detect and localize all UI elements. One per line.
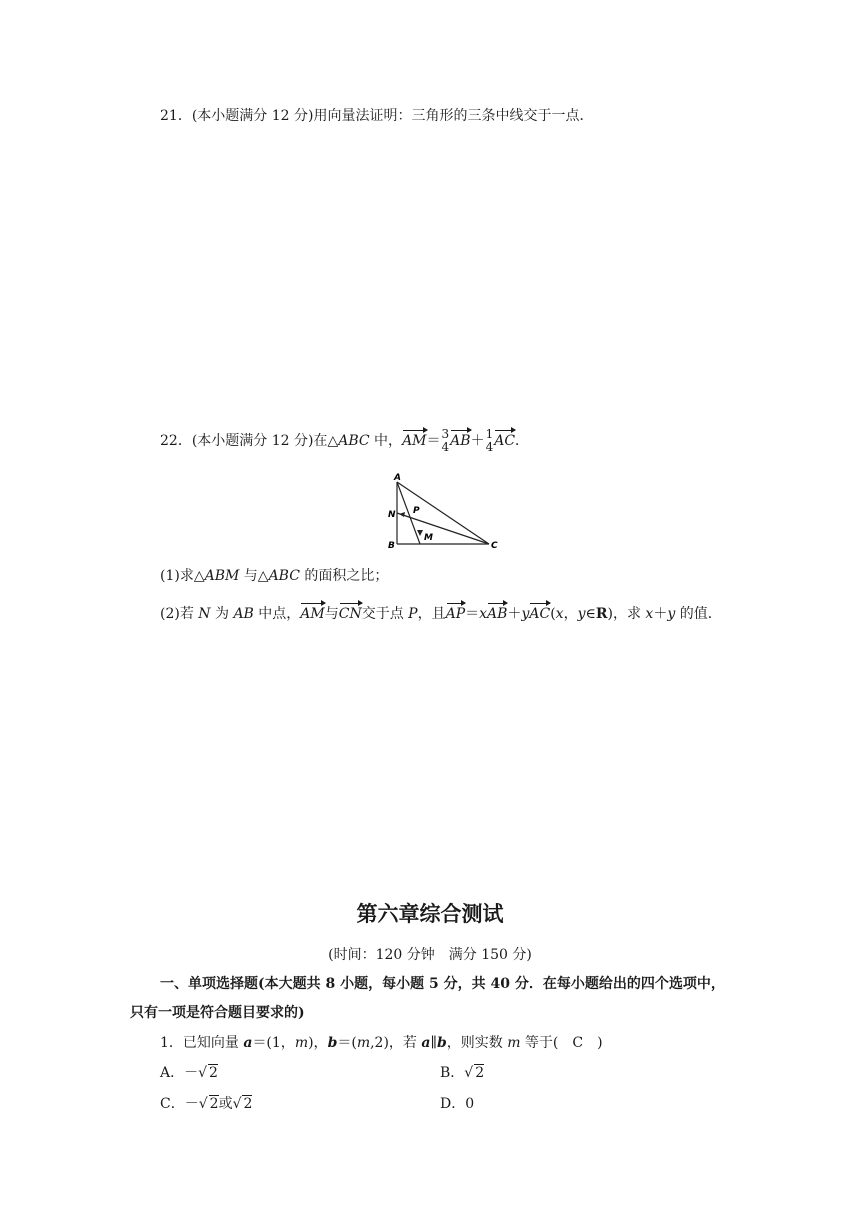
- option-d-label: D．0: [440, 1096, 475, 1112]
- p2-c: 中点，: [253, 606, 301, 622]
- chapter-title: [0, 898, 860, 928]
- option-c-value-2: 2: [243, 1096, 253, 1112]
- p2-j: )，求: [607, 606, 646, 622]
- p2-k: ＋: [653, 606, 668, 622]
- parallel-symbol: ∥: [430, 1035, 437, 1051]
- p2-eq: ＝: [465, 606, 480, 622]
- q22-triangle: ABC: [338, 433, 370, 449]
- frac-num: 3: [441, 427, 450, 441]
- sqrt-icon: √: [464, 1065, 474, 1081]
- question-21: [160, 105, 593, 125]
- q1-m3: m: [507, 1035, 521, 1051]
- p1-a: (1)求△: [160, 568, 205, 584]
- sqrt-icon: √: [198, 1096, 208, 1112]
- frac-den: 4: [485, 440, 494, 454]
- p2-real-set: R: [595, 606, 608, 622]
- p2-i: ∈: [585, 606, 596, 622]
- q1-e: ,2)，若: [370, 1035, 422, 1051]
- q1-g: 等于( C ): [520, 1035, 603, 1051]
- vector-ac: AC: [494, 433, 516, 449]
- q1-m2: m: [356, 1035, 371, 1051]
- question-1: [160, 1032, 603, 1052]
- q22-part-1: [160, 565, 388, 585]
- label-m: M: [424, 533, 433, 543]
- p2-x: x: [479, 606, 488, 622]
- option-b-label: B．: [440, 1065, 465, 1081]
- q1-c: )，: [308, 1035, 328, 1051]
- vector-am: AM: [300, 606, 325, 622]
- p2-l: 的值．: [675, 606, 722, 622]
- option-c: [160, 1093, 252, 1113]
- p2-y: y: [521, 606, 530, 622]
- vector-ab: AB: [487, 606, 508, 622]
- section-1-line-1-text: 一、单项选择题(本大题共 8 小题，每小题 5 分，共 40 分．在每小题给出的四个选项中，: [160, 976, 725, 992]
- p2-d: 与: [324, 606, 339, 622]
- p2-e: 交于点: [361, 606, 409, 622]
- p2-plus: ＋: [507, 606, 522, 622]
- p2-b: 为: [210, 606, 234, 622]
- section-1-heading-line-2: [130, 1002, 305, 1022]
- p2-ab: AB: [233, 606, 254, 622]
- vector-am: AM: [402, 433, 427, 449]
- q22-prefix: 22．(本小题满分 12 分)在△: [160, 433, 339, 449]
- option-a-value: 2: [209, 1065, 218, 1081]
- sqrt-icon: √: [232, 1096, 242, 1112]
- q1-f: ，则实数: [446, 1035, 508, 1051]
- q1-vector-a2: a: [421, 1035, 431, 1051]
- p2-n: N: [198, 606, 211, 622]
- option-b-value: 2: [475, 1065, 485, 1081]
- p2-a: (2)若: [160, 606, 199, 622]
- vector-ap: AP: [445, 606, 466, 622]
- vector-ab: AB: [450, 433, 471, 449]
- label-n: N: [388, 510, 396, 520]
- q22-eq: ＝: [426, 433, 441, 449]
- q1-b: ＝(1，: [252, 1035, 295, 1051]
- frac-num: 1: [485, 427, 494, 441]
- chapter-title-text: 第六章综合测试: [356, 902, 504, 926]
- question-22: [160, 428, 529, 454]
- option-c-label: C．－: [160, 1096, 199, 1112]
- p2-y3: y: [667, 606, 676, 622]
- option-a: [160, 1062, 218, 1082]
- label-p: P: [413, 506, 420, 516]
- p1-e: 的面积之比；: [299, 568, 389, 584]
- frac-den: 4: [441, 440, 450, 454]
- label-c: C: [491, 541, 498, 551]
- option-b: [440, 1062, 484, 1082]
- q1-d: ＝(: [337, 1035, 357, 1051]
- chapter-subtitle-text: (时间：120 分钟 满分 150 分): [328, 947, 532, 963]
- triangle-figure: [380, 470, 510, 552]
- option-c-or: 或: [218, 1096, 233, 1112]
- q22-part-2: [160, 603, 722, 623]
- q1-vector-b: b: [327, 1035, 338, 1051]
- p2-x3: x: [645, 606, 654, 622]
- label-a: A: [394, 473, 401, 483]
- q1-m: m: [294, 1035, 309, 1051]
- fraction-3-4: [442, 428, 450, 454]
- q1-a: 1．已知向量: [160, 1035, 244, 1051]
- section-1-line-2-text: 只有一项是符合题目要求的): [130, 1005, 305, 1021]
- vector-cn: CN: [338, 606, 362, 622]
- p1-abm: ABM: [204, 568, 240, 584]
- option-d: [440, 1093, 474, 1113]
- q22-mid: 中，: [369, 433, 403, 449]
- p2-h: ，: [563, 606, 578, 622]
- p2-x2: x: [555, 606, 564, 622]
- q22-plus: ＋: [470, 433, 485, 449]
- question-21-text: 21．(本小题满分 12 分)用向量法证明：三角形的三条中线交于一点．: [160, 108, 594, 124]
- vector-ac: AC: [529, 606, 551, 622]
- p1-abc: ABC: [268, 568, 300, 584]
- option-c-value-1: 2: [209, 1096, 219, 1112]
- label-b: B: [388, 541, 395, 551]
- p2-p: P: [408, 606, 418, 622]
- q1-vector-a: a: [243, 1035, 253, 1051]
- p2-g: (: [550, 606, 556, 622]
- p2-f: ，且: [417, 606, 446, 622]
- q1-vector-b2: b: [436, 1035, 447, 1051]
- p1-c: 与△: [239, 568, 269, 584]
- chapter-subtitle: [0, 944, 860, 964]
- section-1-heading-line-1: [160, 973, 725, 993]
- sqrt-icon: √: [198, 1065, 208, 1081]
- fraction-1-4: [486, 428, 494, 454]
- q22-end: ．: [515, 433, 530, 449]
- p2-y2: y: [577, 606, 586, 622]
- option-a-label: A．－: [160, 1065, 199, 1081]
